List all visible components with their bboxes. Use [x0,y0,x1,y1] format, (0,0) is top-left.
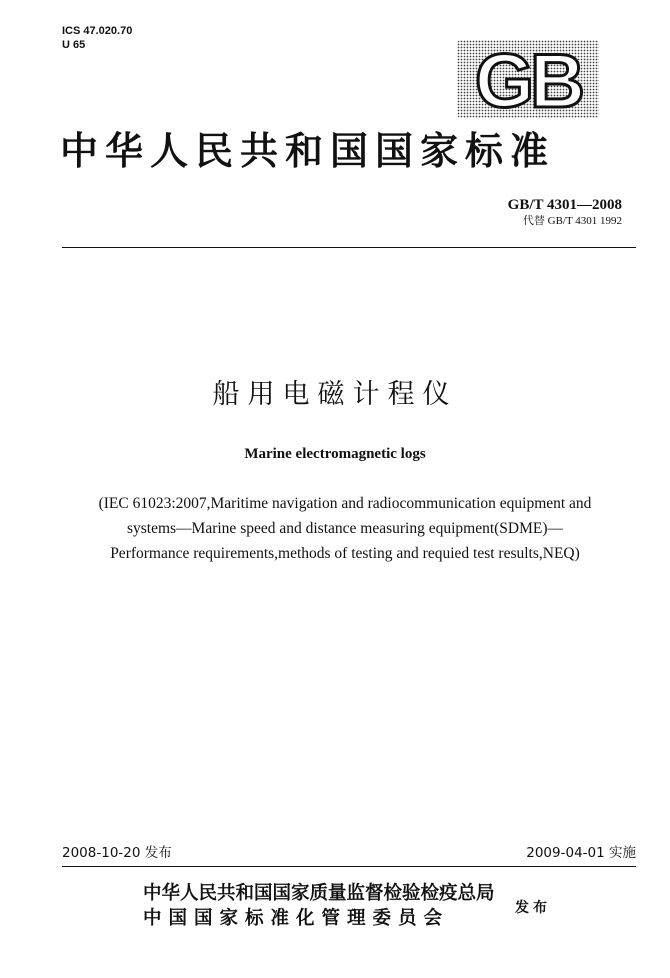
classification-codes [62,24,132,52]
replaces-standard: 代替 GB/T 4301 1992 [522,215,622,227]
iec-reference-line: systems—Marine speed and distance measuring equipment(SDME)— [126,520,564,537]
logo-lettering: GB [475,40,581,118]
standard-number: GB/T 4301—2008 [507,197,622,213]
title-chinese: 船用电磁计程仪 [212,379,458,410]
issuing-authorities [143,881,495,931]
issue-date: 2008-10-20 发布 [62,845,172,861]
implementation-date: 2009-04-01 实施 [526,845,636,861]
national-standard-heading: 中华人民共和国国家标准 [60,128,556,173]
publish-label: 发布 [515,900,551,916]
gb-logo [457,40,599,118]
top-divider [62,247,636,248]
bottom-divider [62,866,636,867]
iec-reference-line: Performance requirements,methods of testing and requied test results,NEQ) [110,545,580,562]
standard-number-block [508,196,622,228]
iec-reference [50,491,640,566]
issuer-aqsiq: 中华人民共和国国家质量监督检验检疫总局 [143,883,495,904]
title-english: Marine electromagnetic logs [244,446,426,462]
ics-code: ICS 47.020.70 [62,25,133,37]
iec-reference-line: (IEC 61023:2007,Maritime navigation and radiocommunication equipment and [98,495,592,512]
issuer-sac: 中国国家标准化管理委员会 [143,908,450,929]
ccs-code: U 65 [62,39,86,51]
